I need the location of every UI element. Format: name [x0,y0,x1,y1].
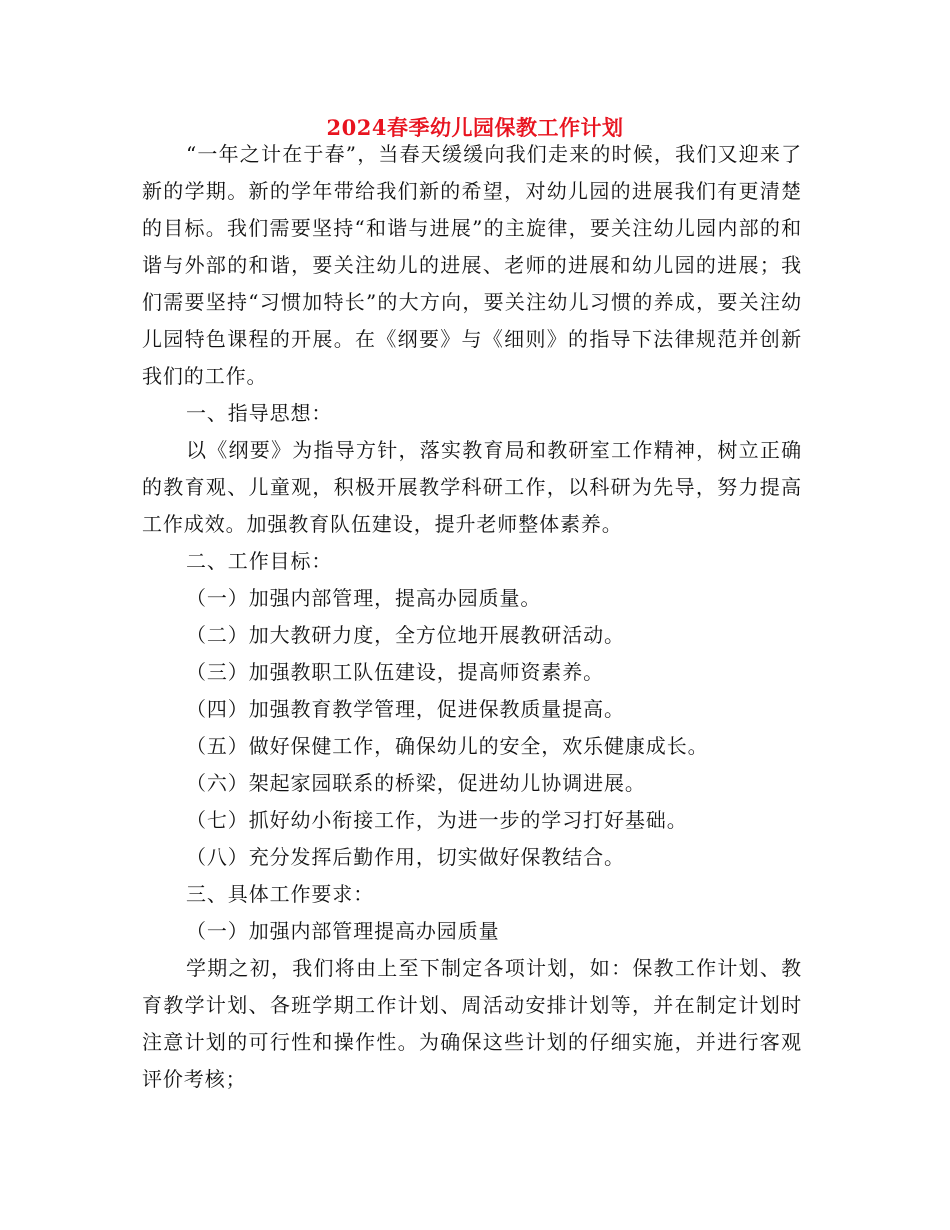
intro-paragraph: “一年之计在于春”，当春天缓缓向我们走来的时候，我们又迎来了新的学期。新的学年带给我们新的希望，对幼儿园的进展我们有更清楚的目标。我们需要坚持“和谐与进展”的主旋律，要关注幼儿园内部的和谐与外部的和谐，要关注幼儿的进展、老师的进展和幼儿园的进展；我们需要坚持“习惯加特长”的大方向，要关注幼儿习惯的养成，要关注幼儿园特色课程的开展。在《纲要》与《细则》的指导下法律规范并创新我们的工作。 [142,142,802,388]
guiding-thought-paragraph: 以《纲要》为指导方针，落实教育局和教研室工作精神，树立正确的教育观、儿童观，积极开展教学科研工作，以科研为先导，努力提高工作成效。加强教育队伍建设，提升老师整体素养。 [142,438,802,536]
section-heading-guiding-thought: 一、指导思想： [186,401,333,425]
goal-item: （六）架起家园联系的桥梁，促进幼儿协调进展。 [186,771,646,795]
goal-item: （一）加强内部管理，提高办园质量。 [186,586,542,610]
goal-item: （二）加大教研力度，全方位地开展教研活动。 [186,623,625,647]
document-title: 2024春季幼儿园保教工作计划 [326,115,624,140]
goal-item: （五）做好保健工作，确保幼儿的安全，欢乐健康成长。 [186,734,709,758]
subsection-heading: （一）加强内部管理提高办园质量 [186,919,500,943]
goal-item: （四）加强教育教学管理，促进保教质量提高。 [186,697,625,721]
document-body [142,136,802,1098]
section-heading-work-requirements: 三、具体工作要求： [186,882,375,906]
goal-item: （七）抓好幼小衔接工作，为进一步的学习打好基础。 [186,808,688,832]
requirements-paragraph: 学期之初，我们将由上至下制定各项计划，如：保教工作计划、教育教学计划、各班学期工作计划、周活动安排计划等，并在制定计划时注意计划的可行性和操作性。为确保这些计划的仔细实施，并进行客观评价考核； [142,956,802,1091]
goal-item: （八）充分发挥后勤作用，切实做好保教结合。 [186,845,625,869]
section-heading-work-goals: 二、工作目标： [186,549,333,573]
goal-item: （三）加强教职工队伍建设，提高师资素养。 [186,660,604,684]
